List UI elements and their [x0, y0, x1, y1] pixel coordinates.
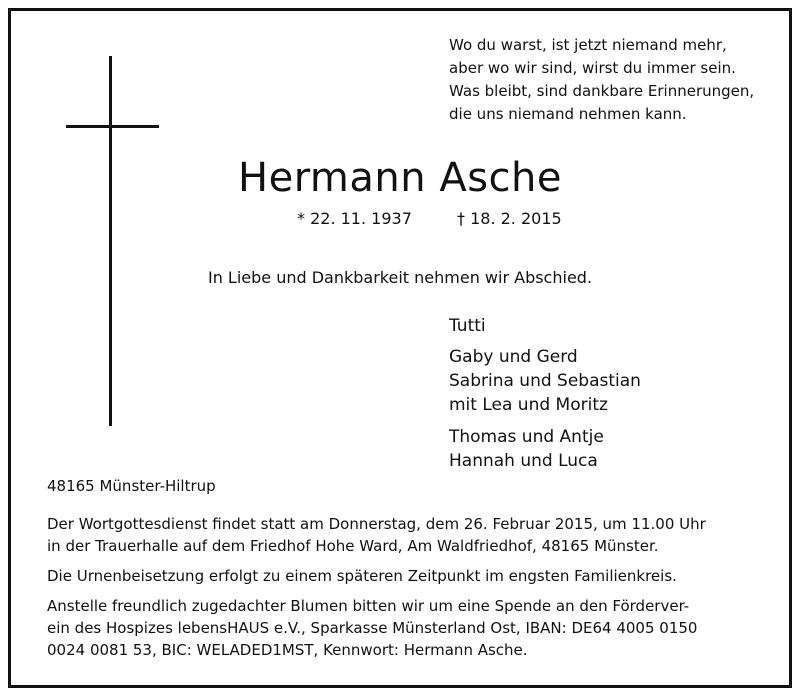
family-line: mit Lea und Moritz: [449, 395, 608, 415]
poem-line: aber wo wir sind, wirst du immer sein.: [449, 59, 736, 77]
family-line: Tutti: [449, 316, 486, 336]
poem: [449, 34, 754, 126]
poem-line: die uns niemand nehmen kann.: [449, 105, 687, 123]
service-details: [47, 513, 706, 669]
detail-line: in der Trauerhalle auf dem Friedhof Hohe Ward, Am Waldfriedhof, 48165 Münster.: [47, 537, 659, 555]
death-date: † 18. 2. 2015: [457, 209, 562, 228]
birth-date: * 22. 11. 1937: [297, 209, 412, 228]
city-line: 48165 Münster-Hiltrup: [47, 477, 216, 495]
detail-line: Die Urnenbeisetzung erfolgt zu einem späteren Zeitpunkt im engsten Familienkreis.: [47, 567, 677, 585]
family-line: Hannah und Luca: [449, 451, 598, 471]
family-line: Sabrina und Sebastian: [449, 371, 641, 391]
detail-line: ein des Hospizes lebensHAUS e.V., Sparkasse Münsterland Ost, IBAN: DE64 4005 0150: [47, 619, 698, 637]
family-group: [449, 314, 486, 338]
detail-paragraph: [47, 565, 706, 587]
detail-line: 0024 0081 53, BIC: WELADED1MST, Kennwort: Hermann Asche.: [47, 641, 528, 659]
family-group: [449, 425, 604, 473]
family-group: [449, 345, 641, 417]
detail-line: Anstelle freundlich zugedachter Blumen bitten wir um eine Spende an den Förderver-: [47, 597, 690, 615]
family-line: Gaby und Gerd: [449, 347, 578, 367]
poem-line: Wo du warst, ist jetzt niemand mehr,: [449, 36, 727, 54]
detail-paragraph: [47, 595, 706, 661]
deceased-name: Hermann Asche: [238, 155, 562, 201]
detail-line: Der Wortgottesdienst findet statt am Donnerstag, dem 26. Februar 2015, um 11.00 Uhr: [47, 515, 706, 533]
obituary-notice: [8, 8, 792, 688]
farewell-text: In Liebe und Dankbarkeit nehmen wir Abschied.: [207, 268, 593, 287]
cross-vertical-bar: [109, 56, 112, 426]
detail-paragraph: [47, 513, 706, 557]
family-line: Thomas und Antje: [449, 427, 604, 447]
poem-line: Was bleibt, sind dankbare Erinnerungen,: [449, 82, 755, 100]
cross-horizontal-bar: [66, 125, 159, 128]
